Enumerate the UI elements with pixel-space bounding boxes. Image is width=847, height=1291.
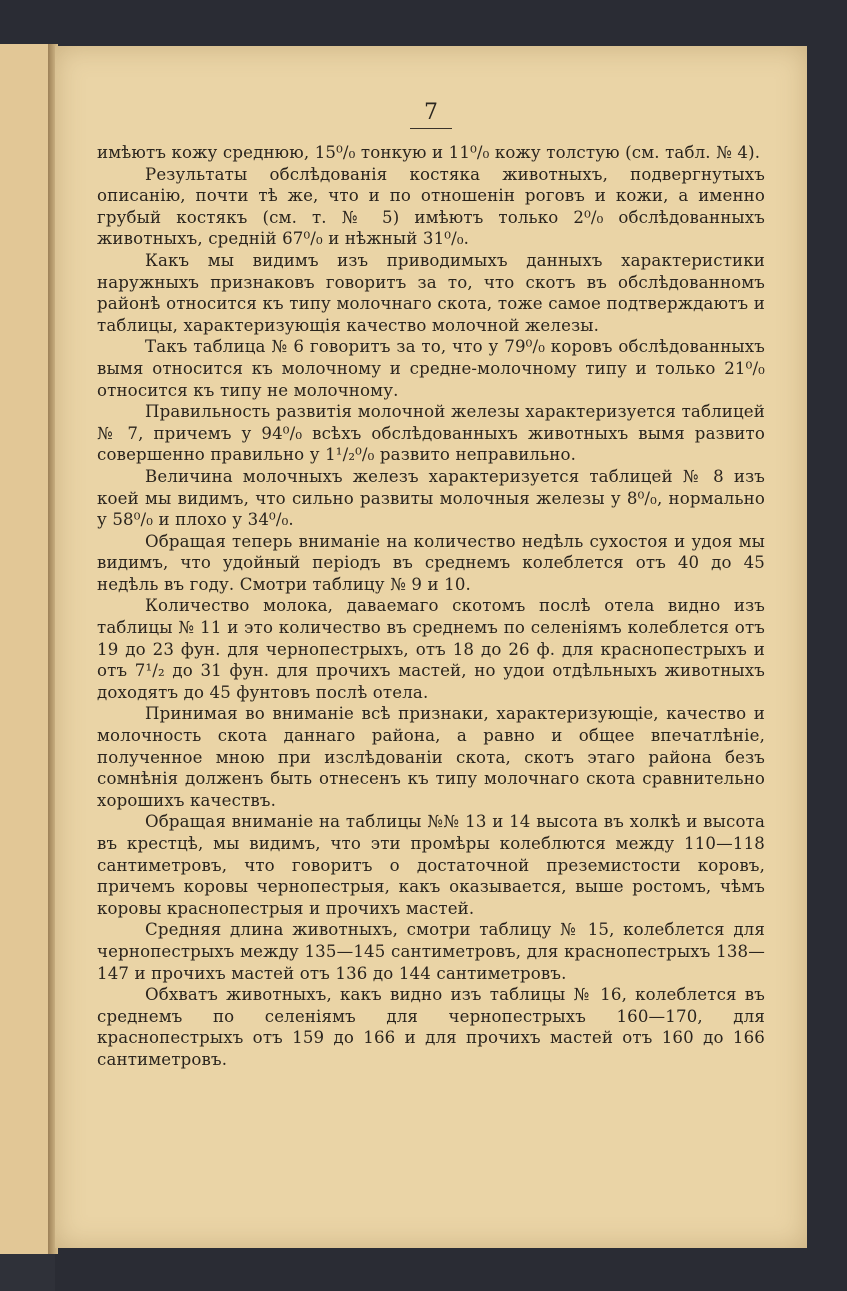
paragraph: Величина молочныхъ железъ характеризуется таблицей № 8 изъ коей мы видимъ, что сильно развиты молочныя железы у 8⁰/₀, нормально у 58⁰/₀ и плохо у 34⁰/₀. xyxy=(97,466,765,530)
page-number: 7 xyxy=(424,100,438,125)
paragraph: Средняя длина животныхъ, смотри таблицу № 15, колеблется для чернопестрыхъ между 135—145 сантиметровъ, для краснопестрыхъ 138—147 и прочихъ мастей отъ 136 до 144 сантиметровъ. xyxy=(97,920,765,983)
paragraph: Правильность развитія молочной железы характеризуется таблицей № 7, причемъ у 94⁰/₀ всѣхъ обслѣдованныхъ животныхъ вымя развито совершенно правильно у 1¹/₂⁰/₀ развито неправильно. xyxy=(97,402,765,465)
page-number-rule xyxy=(410,128,452,129)
paragraph: Обращая вниманіе на таблицы №№ 13 и 14 высота въ холкѣ и высота въ крестцѣ, мы видимъ, что эти промѣры колеблются между 110—118 сантиметровъ, что говоритъ о достаточной преземистости коровъ, причемъ коровы чернопестрыя, какъ оказывается, выше ростомъ, чѣмъ коровы краснопестрыя и прочихъ мастей. xyxy=(97,812,765,918)
paragraph: Обхватъ животныхъ, какъ видно изъ таблицы № 16, колеблется въ среднемъ по селеніямъ для чернопестрыхъ 160—170, для краснопестрыхъ отъ 159 до 166 и для прочихъ мастей отъ 160 до 166 сантиметровъ. xyxy=(97,985,765,1069)
paragraph: Результаты обслѣдованія костяка животныхъ, подвергнутыхъ описанію, почти тѣ же, что и по отношенін роговъ и кожи, а именно грубый костякъ (см. т. № 5) имѣютъ только 2⁰/₀ обслѣдованныхъ животныхъ, средній 67⁰/₀ и нѣжный 31⁰/₀. xyxy=(97,164,765,249)
book-spine-bottom xyxy=(0,1254,55,1291)
document-page xyxy=(55,46,807,1248)
paragraph: Количество молока, даваемаго скотомъ послѣ отела видно изъ таблицы № 11 и это количество въ среднемъ по селеніямъ колеблется отъ 19 до 23 фун. для чернопестрыхъ, отъ 18 до 26 ф. для краснопестрыхъ и отъ 7¹/₂ до 31 фун. для прочихъ мастей, но удои отдѣльныхъ животныхъ доходятъ до 45 фунтовъ послѣ отела. xyxy=(97,596,765,702)
paragraph: имѣютъ кожу среднюю, 15⁰/₀ тонкую и 11⁰/₀ кожу толстую (см. табл. № 4). xyxy=(97,143,761,162)
paragraph: Какъ мы видимъ изъ приводимыхъ данныхъ характеристики наружныхъ признаковъ говоритъ за то, что скотъ въ обслѣдованномъ районѣ относится къ типу молочнаго скота, тоже самое подтверждаютъ и таблицы, характеризующія качество молочной железы. xyxy=(97,250,765,335)
paragraph: Обращая теперь вниманіе на количество недѣль сухостоя и удоя мы видимъ, что удойный періодъ въ среднемъ колеблется отъ 40 до 45 недѣль въ году. Смотри таблицу № 9 и 10. xyxy=(97,531,765,594)
previous-page-edge xyxy=(0,44,52,1254)
body-text xyxy=(97,142,765,1071)
paragraph: Такъ таблица № 6 говоритъ за то, что у 79⁰/₀ коровъ обслѣдованныхъ вымя относится къ молочному и средне-молочному типу и только 21⁰/₀ относится къ типу не молочному. xyxy=(97,337,765,400)
paragraph: Принимая во вниманіе всѣ признаки, характеризующіе, качество и молочность скота даннаго района, а равно и общее впечатлѣніе, полученное мною при изслѣдованіи скота, скотъ этаго района безъ сомнѣнія долженъ быть отнесенъ къ типу молочнаго скота сравнительно хорошихъ качествъ. xyxy=(97,704,765,810)
